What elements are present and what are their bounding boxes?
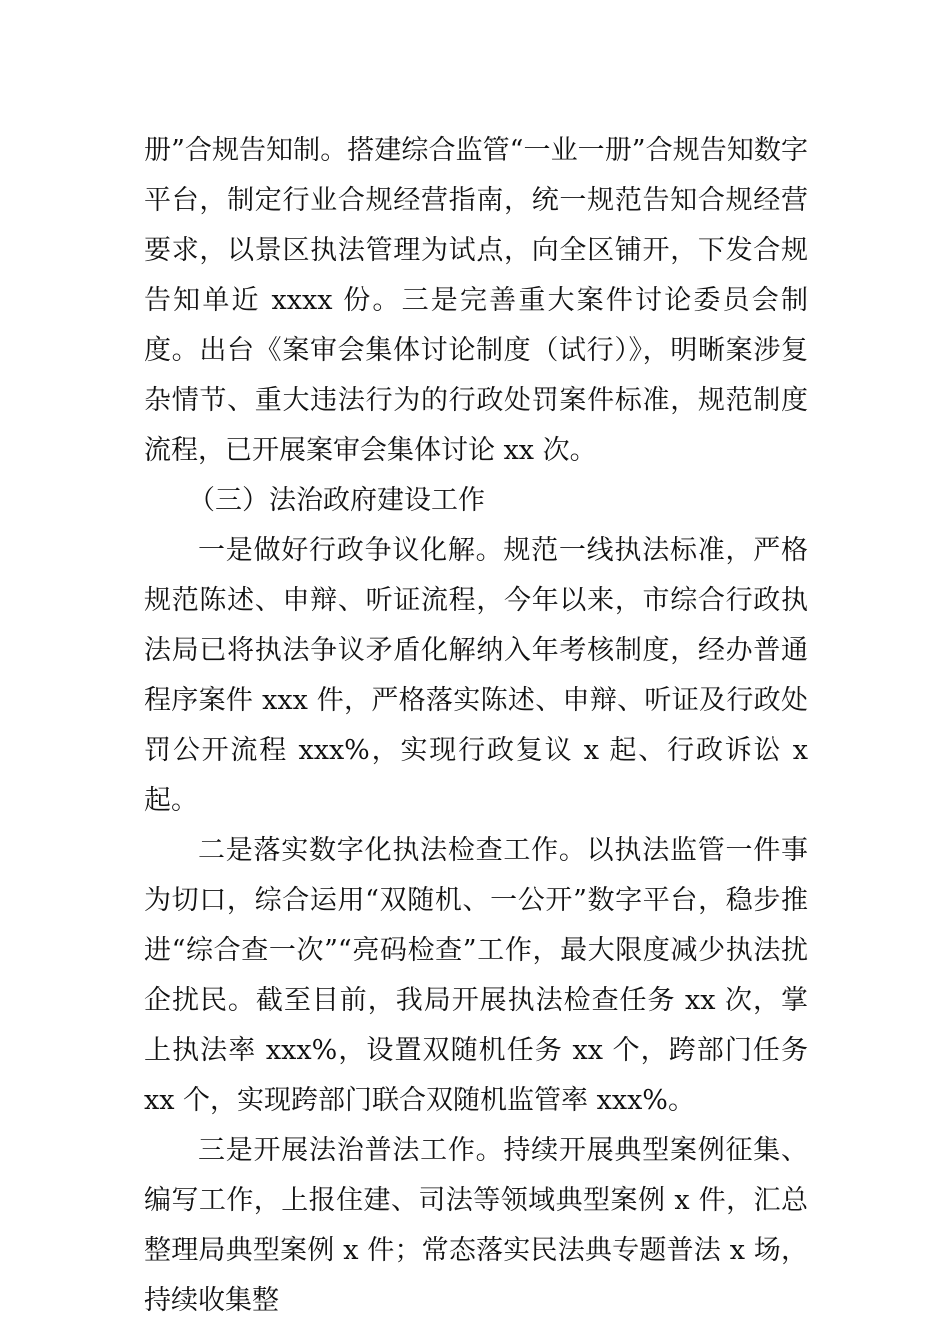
paragraph-administrative-dispute: 一是做好行政争议化解。规范一线执法标准，严格规范陈述、申辩、听证流程，今年以来，市综合行政执法局已将执法争议矛盾化解纳入年考核制度，经办普通程序案件 xxx 件，严格落实陈述、申辩、听证及行政处罚公开流程 xxx%，实现行政复议 x 起、行政诉讼 x 起。 xyxy=(144,535,808,816)
paragraph-legal-education: 三是开展法治普法工作。持续开展典型案例征集、编写工作，上报住建、司法等领域典型案例 x 件，汇总整理局典型案例 x 件；常态落实民法典专题普法 x 场，持续收集整 xyxy=(144,1135,808,1316)
document-body xyxy=(144,126,808,1326)
paragraph-digital-inspection: 二是落实数字化执法检查工作。以执法监管一件事为切口，综合运用“双随机、一公开”数字平台，稳步推进“综合查一次”“亮码检查”工作，最大限度减少执法扰企扰民。截至目前，我局开展执法检查任务 xx 次，掌上执法率 xxx%，设置双随机任务 xx 个，跨部门任务 xx 个，实现跨部门联合双随机监管率 xxx%。 xyxy=(144,835,808,1116)
section-heading: （三）法治政府建设工作 xyxy=(188,485,485,516)
paragraph-continuation: 册”合规告知制。搭建综合监管“一业一册”合规告知数字平台，制定行业合规经营指南，统一规范告知合规经营要求，以景区执法管理为试点，向全区铺开，下发合规告知单近 xxxx 份。三是完善重大案件讨论委员会制度。出台《案审会集体讨论制度（试行）》，明晰案涉复杂情节、重大违法行为的行政处罚案件标准，规范制度流程，已开展案审会集体讨论 xx 次。 xyxy=(144,135,808,466)
